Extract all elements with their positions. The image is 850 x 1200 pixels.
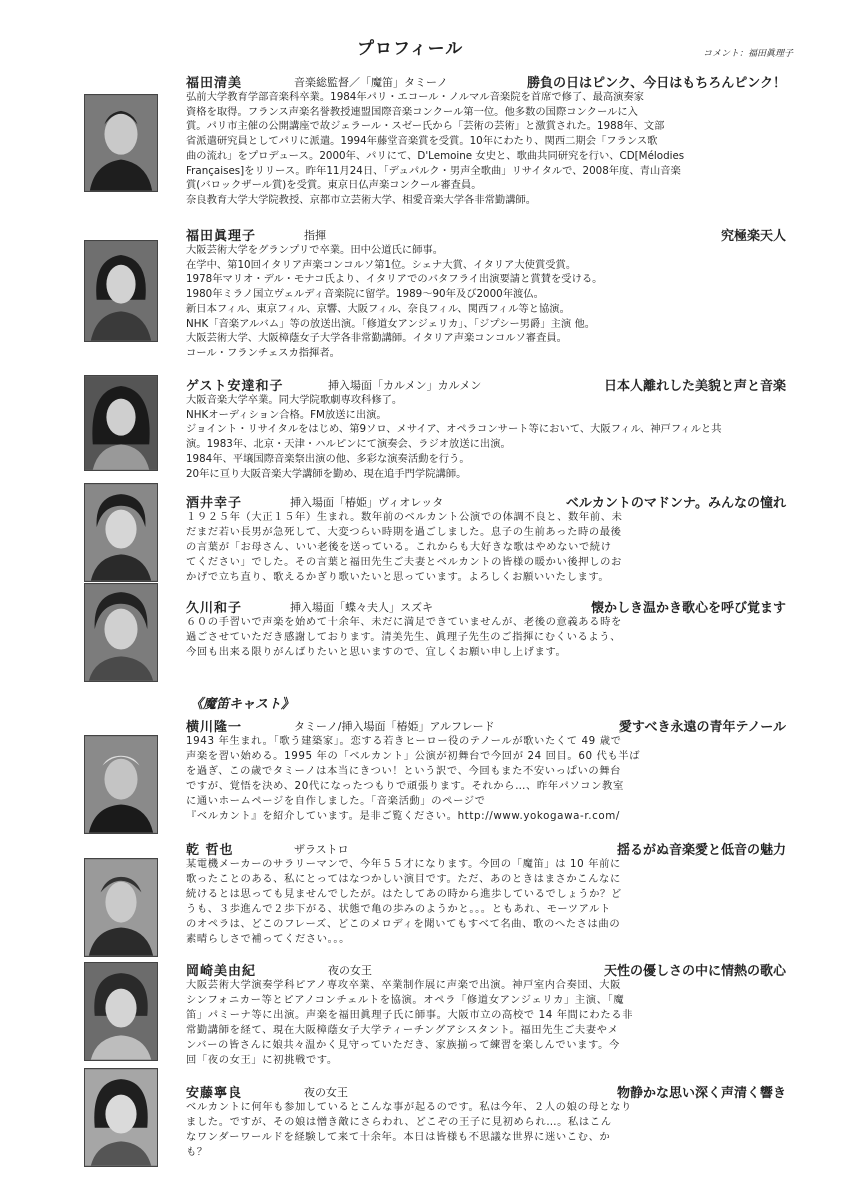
profile-catchphrase: 勝負の日はピンク、今日はもちろんピンク！ xyxy=(527,76,786,91)
profile-entry xyxy=(186,492,786,585)
profile-entry xyxy=(186,716,786,824)
profile-bio: ベルカントに何年も参加しているとこんな事が起るのです。私は今年、２人の娘の母となり ました。ですが、その娘は憎き敵にさらわれ、どこぞの王子に見初められ…。私はこん なワンダーワールドを経験して来て十余年。本日は皆様も不思議な世界に迷いこむ、か も？ xyxy=(186,1101,632,1158)
profile-entry xyxy=(186,839,786,947)
profile-name: 酒井幸子 xyxy=(186,496,243,511)
profile-role: 夜の女王 xyxy=(304,1086,348,1099)
portrait-photo xyxy=(84,94,158,192)
profile-role: 挿入場面「カルメン」カルメン xyxy=(328,379,482,392)
profile-catchphrase: 日本人離れした美貌と声と音楽 xyxy=(603,379,786,394)
profile-catchphrase: 懐かしき温かき歌心を呼び覚ます xyxy=(590,601,786,616)
profile-entry xyxy=(186,375,786,481)
profile-role: 挿入場面「蝶々夫人」スズキ xyxy=(290,601,433,614)
profile-bio: １９２５年（大正１５年）生まれ。数年前のベルカント公演での体調不良と、数年前、未 だまだ若い長男が急死して、大変つらい時期を過ごしました。息子の生前あった時の最後 の言葉が「お母さん、いい老後を送っている。これからも大好きな歌はやめないで続け てください」でした。その言葉と福田先生ご夫妻とベルカントの皆様の暖かい後押しのお かげで立ち直り、歌えるかぎり歌いたいと思っています。よろしくお願いいたします。 xyxy=(186,511,623,583)
portrait-photo xyxy=(84,483,158,582)
portrait-photo xyxy=(84,735,158,834)
portrait-photo xyxy=(84,240,158,342)
profile-entry xyxy=(186,1082,786,1160)
profile-catchphrase: 天性の優しさの中に情熱の歌心 xyxy=(603,964,786,979)
profile-catchphrase: 揺るがぬ音楽愛と低音の魅力 xyxy=(616,843,786,858)
profile-catchphrase: 物静かな思い深く声清く響き xyxy=(616,1086,786,1101)
profile-entry xyxy=(186,960,786,1068)
profile-bio: 大阪音楽大学卒業。同大学院歌劇専攻科修了。 NHKオーディション合格。FM放送に出演。 ジョイント・リサイタルをはじめ、第9ソロ、メサイア、オペラコンサート等において、大阪フィル、神戸フィルと共 演。1983年、北京・天津・ハルピンにて演奏会、ラジオ放送に出演。 1984年、平壌国際音楽祭出演の他、多彩な演奏活動を行う。 20年に亘り大阪音楽大学講師を勤め、現在追手門学院講師。 xyxy=(186,394,722,480)
profile-name: 福田眞理子 xyxy=(186,229,257,244)
profile-catchphrase: 愛すべき永遠の青年テノール xyxy=(618,720,786,735)
profile-name: ゲスト安達和子 xyxy=(186,379,284,394)
portrait-photo xyxy=(84,375,158,471)
portrait-photo xyxy=(84,583,158,682)
profile-role: 挿入場面「椿姫」ヴィオレッタ xyxy=(290,496,444,509)
portrait-photo xyxy=(84,858,158,957)
profile-name: 乾 哲也 xyxy=(186,843,234,858)
profile-bio: 大阪芸術大学演奏学科ピアノ専攻卒業、卒業制作展に声楽で出演。神戸室内合奏団、大阪 シンフォニカー等とピアノコンチェルトを協演。オペラ「修道女アンジェリカ」主演、「魔 笛」パミーナ等に出演。声楽を福田眞理子氏に師事。大阪市立の高校で 14 年間にわたる非 常勤講師を経て、現在大阪樟蔭女子大学ティーチングアシスタント。福田先生ご夫妻やメ ンバーの皆さんに娘共々温かく見守っていただき、家族揃って練習を楽しんでいます。今 回「夜の女王」に初挑戦です。 xyxy=(186,979,634,1066)
portrait-photo xyxy=(84,1068,158,1167)
profile-entry xyxy=(186,225,786,361)
profile-entry xyxy=(186,597,786,660)
profile-role: タミーノ/挿入場面「椿姫」アルフレード xyxy=(294,720,495,733)
profile-bio: 大阪芸術大学をグランプリで卒業。田中公道氏に師事。 在学中、第10回イタリア声楽コンコルソ第1位。シェナ大賞、イタリア大使賞受賞。 1978年マリオ・デル・モナコ氏より、イタリアでのバタフライ出演要請と賞賛を受ける。 1980年ミラノ国立ヴェルディ音楽院に留学。1989〜90年及び2000年渡仏。 新日本フィル、東京フィル、京響、大阪フィル、奈良フィル、関西フィル等と協演。 NHK「音楽アルバム」等の放送出演。「修道女アンジェリカ」、「ジプシー男爵」主演 他。 大阪芸術大学、大阪樟蔭女子大学各非常勤講師。イタリア声楽コンコルソ審査員。 コール・フランチェスカ指揮者。 xyxy=(186,244,603,359)
comment-credit: コメント：福田眞理子 xyxy=(703,49,794,59)
profile-catchphrase: ベルカントのマドンナ。みんなの憧れ xyxy=(565,496,786,511)
profile-name: 福田清美 xyxy=(186,76,243,91)
profile-entry xyxy=(186,72,786,208)
profile-role: ザラストロ xyxy=(294,843,349,856)
profile-role: 夜の女王 xyxy=(328,964,372,977)
profile-role: 音楽総監督／「魔笛」タミーノ xyxy=(294,76,448,89)
profile-name: 岡崎美由紀 xyxy=(186,964,257,979)
profile-bio: 弘前大学教育学部音楽科卒業。1984年パリ・エコール・ノルマル音楽院を首席で修了、最高演奏家 資格を取得。フランス声楽名誉教授連盟国際音楽コンクール第一位。他多数の国際コンクールに入 賞。パリ市主催の公開講座で故ジェラール・スゼー氏から「芸術の芸術」と激賞された。1988年、文部 省派遣研究員としてパリに派遣。1994年藤堂音楽賞を受賞。10年にわたり、関西二期会「フランス歌 曲の流れ」をプロデュース。2000年、パリにて、D'Lemoine 女史と、歌曲共同研究を行い、CD[Mélodies Françaises]をリリース。昨年11月24日、「デュパルク・男声全歌曲」リサイタルで、2008年度、青山音楽 賞(バロックザール賞)を受賞。東京日仏声楽コンクール審査員。 奈良教育大学大学院教授、京都市立芸術大学、相愛音楽大学各非常勤講師。 xyxy=(186,91,685,206)
profile-bio: 1943 年生まれ。「歌う建築家」。恋する若きヒーロー役のテノールが歌いたくて 49 歳で 声楽を習い始める。1995 年の「ベルカント」公演が初舞台で今回が 24 回目。60 代も半ば を過ぎ、この歳でタミーノは本当にきつい！という訳で、今回もまた不安いっぱいの舞台 ですが、覚悟を決め、20代になったつもりで頑張ります。それから…、昨年パソコン教室 に通いホームページを自作しました。「音楽活動」のページで 『ベルカント』を紹介しています。是非ご覧ください。http://www.yokogawa-r.com/ xyxy=(186,735,641,822)
section-heading: 《魔笛キャスト》 xyxy=(190,697,295,712)
profile-name: 安藤寧良 xyxy=(186,1086,243,1101)
page-title: プロフィール xyxy=(357,39,464,59)
profile-bio: 某電機メーカーのサラリーマンで、今年５５才になります。今回の「魔笛」は 10 年前に 歌ったことのある、私にとってはなつかしい演目です。ただ、あのときはまさかこんなに 続けるとは思っても見ませんでしたが。はたしてあの時から進歩しているでしょうか？ど うも、３歩進んで２歩下がる、状態で亀の歩みのようかと。。。ともあれ、モーツアルト のオペラは、どこのフレーズ、どこのメロディを聞いてもすべて名曲、歌のへたさは曲の 素晴らしさで補ってください。。。 xyxy=(186,858,622,945)
profile-role: 指揮 xyxy=(304,229,326,242)
profile-name: 横川隆一 xyxy=(186,720,243,735)
profile-name: 久川和子 xyxy=(186,601,243,616)
portrait-photo xyxy=(84,962,158,1061)
profile-bio: ６０の手習いで声楽を始めて十余年、未だに満足できていませんが、老後の意義ある時を 過ごさせていただき感謝しております。清美先生、眞理子先生のご指揮にむくいるよう、 今回も出来る限りがんばりたいと思いますので、宜しくお願い申し上げます。 xyxy=(186,616,622,658)
profile-catchphrase: 究極楽天人 xyxy=(720,229,786,244)
